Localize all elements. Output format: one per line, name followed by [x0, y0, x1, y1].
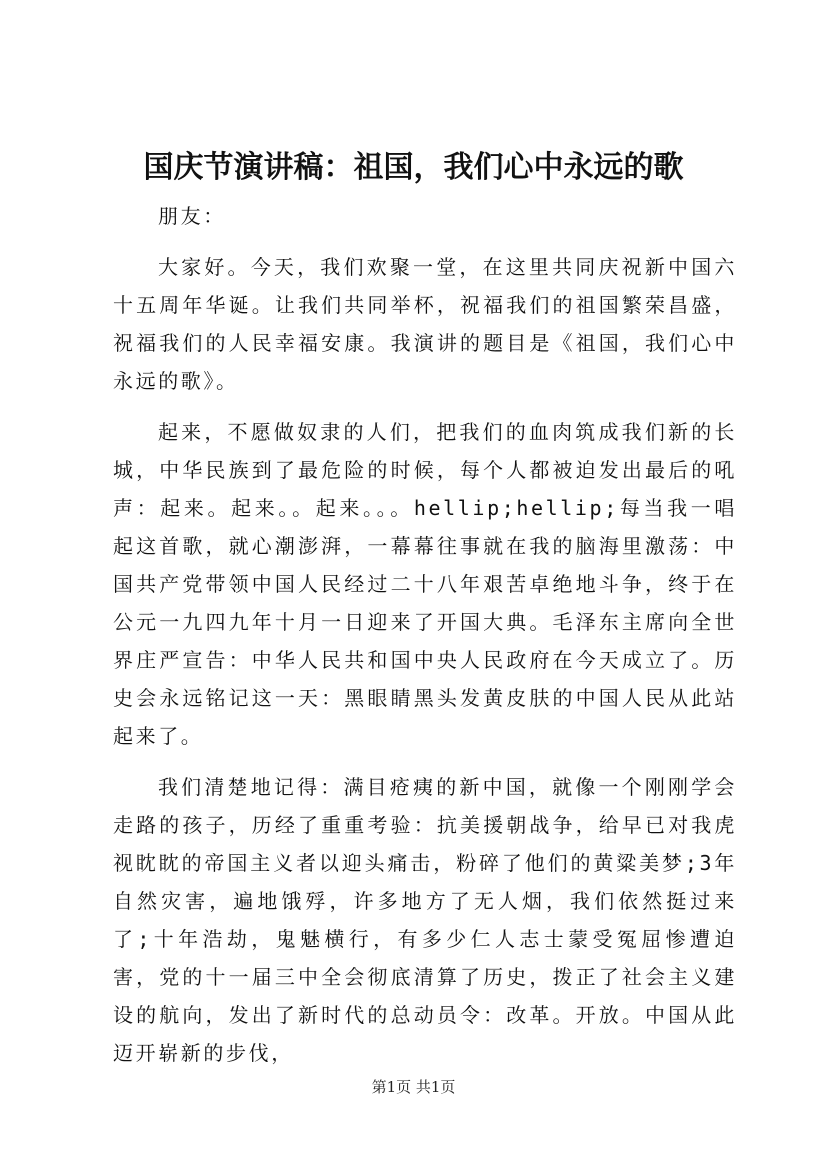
page-footer	[0, 1077, 827, 1097]
page-number: 第1页 共1页	[371, 1078, 456, 1096]
document-title: 国庆节演讲稿：祖国，我们心中永远的歌	[143, 150, 684, 185]
document-body	[113, 197, 737, 1072]
paragraph-2: 起来，不愿做奴隶的人们，把我们的血肉筑成我们新的长城，中华民族到了最危险的时候，每个人都被迫发出最后的吼声：起来。起来。。起来。。。hellip;hellip;每当我一唱起这首歌，就心潮澎湃，一幕幕往事就在我的脑海里激荡：中国共产党带领中国人民经过二十八年艰苦卓绝地斗争，终于在公元一九四九年十月一日迎来了开国大典。毛泽东主席向全世界庄严宣告：中华人民共和国中央人民政府在今天成立了。历史会永远铭记这一天：黑眼睛黑头发黄皮肤的中国人民从此站起来了。	[113, 420, 737, 748]
paragraph-1: 大家好。今天，我们欢聚一堂，在这里共同庆祝新中国六十五周年华诞。让我们共同举杯，祝福我们的祖国繁荣昌盛，祝福我们的人民幸福安康。我演讲的题目是《祖国，我们心中永远的歌》。	[113, 255, 737, 393]
paragraph-3: 我们清楚地记得：满目疮痍的新中国，就像一个刚刚学会走路的孩子，历经了重重考验：抗美援朝战争，给早已对我虎视眈眈的帝国主义者以迎头痛击，粉碎了他们的黄粱美梦;3年自然灾害，遍地饿殍，许多地方了无人烟，我们依然挺过来了;十年浩劫，鬼魅横行，有多少仁人志士蒙受冤屈惨遭迫害，党的十一届三中全会彻底清算了历史，拨正了社会主义建设的航向，发出了新时代的总动员令：改革。开放。中国从此迈开崭新的步伐，	[113, 775, 737, 1065]
greeting: 朋友：	[158, 204, 226, 228]
